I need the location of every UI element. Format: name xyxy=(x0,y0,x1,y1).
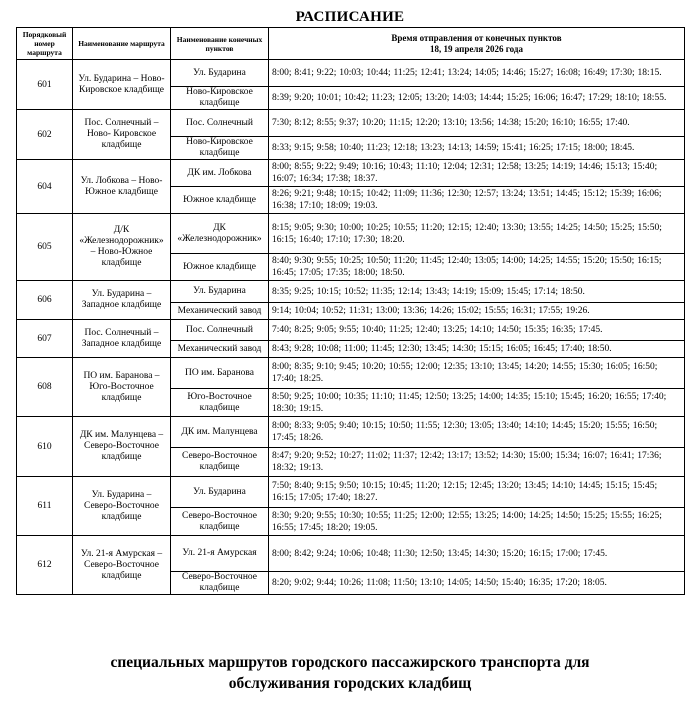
terminal-stop-name: Южное кладбище xyxy=(171,254,269,281)
terminal-stop-name: Ново-Кировское кладбище xyxy=(171,87,269,110)
departure-times: 8:00; 8:35; 9:10; 9:45; 10:20; 10:55; 12:00; 12:35; 13:10; 13:45; 14:20; 14:55; 15:30; 16:05; 16:50; 17:40; 18:25. xyxy=(269,358,685,389)
route-name: Ул. Бударина – Западное кладбище xyxy=(73,281,171,320)
departure-times: 8:20; 9:02; 9:44; 10:26; 11:08; 11:50; 13:10; 14:05; 14:50; 15:40; 16:35; 17:20; 18:05. xyxy=(269,572,685,595)
header-stops: Наименование конечных пунктов xyxy=(171,28,269,60)
departure-times: 9:14; 10:04; 10:52; 11:31; 13:00; 13:36; 14:26; 15:02; 15:55; 16:31; 17:55; 19:26. xyxy=(269,303,685,320)
departure-times: 7:40; 8:25; 9:05; 9:55; 10:40; 11:25; 12:40; 13:25; 14:10; 14:50; 15:35; 16:35; 17:45. xyxy=(269,320,685,341)
footer-line-2: обслуживания городских кладбищ xyxy=(228,675,472,692)
departure-times: 8:15; 9:05; 9:30; 10:00; 10:25; 10:55; 11:20; 12:15; 12:40; 13:30; 13:55; 14:25; 14:50; 15:25; 15:50; 16:15; 16:40; 17:10; 17:30; 18:20. xyxy=(269,214,685,254)
departure-times: 8:50; 9:25; 10:00; 10:35; 11:10; 11:45; 12:50; 13:25; 14:00; 14:35; 15:10; 15:45; 16:20; 16:55; 17:40; 18:30; 19:15. xyxy=(269,389,685,417)
header-row xyxy=(17,28,685,60)
departure-times: 8:35; 9:25; 10:15; 10:52; 11:35; 12:14; 13:43; 14:19; 15:09; 15:45; 17:14; 18:50. xyxy=(269,281,685,303)
schedule-body xyxy=(17,60,685,595)
route-name: Ул. Бударина – Северо-Восточное кладбище xyxy=(73,477,171,536)
departure-times: 7:30; 8:12; 8:55; 9:37; 10:20; 11:15; 12:20; 13:10; 13:56; 14:38; 15:20; 16:10; 16:55; 17:40. xyxy=(269,110,685,137)
table-row xyxy=(17,110,685,137)
table-row xyxy=(17,477,685,508)
table-row xyxy=(17,160,685,187)
departure-times: 8:43; 9:28; 10:08; 11:00; 11:45; 12:30; 13:45; 14:30; 15:15; 16:05; 16:45; 17:40; 18:50. xyxy=(269,341,685,358)
route-number: 601 xyxy=(17,60,73,110)
terminal-stop-name: Механический завод xyxy=(171,341,269,358)
route-number: 610 xyxy=(17,417,73,477)
table-row xyxy=(17,358,685,389)
header-number: Порядковый номер маршрута xyxy=(17,28,73,60)
terminal-stop-name: Ул. Бударина xyxy=(171,60,269,87)
table-row xyxy=(17,536,685,572)
departure-times: 8:39; 9:20; 10:01; 10:42; 11:23; 12:05; 13:20; 14:03; 14:44; 15:25; 16:06; 16:47; 17:29; 18:10; 18:55. xyxy=(269,87,685,110)
terminal-stop-name: Ул. 21-я Амурская xyxy=(171,536,269,572)
route-number: 602 xyxy=(17,110,73,160)
departure-times: 7:50; 8:40; 9:15; 9:50; 10:15; 10:45; 11:20; 12:15; 12:45; 13:20; 13:45; 14:10; 14:45; 15:15; 15:45; 16:15; 17:05; 17:40; 18:27. xyxy=(269,477,685,508)
route-number: 607 xyxy=(17,320,73,358)
terminal-stop-name: Ново-Кировское кладбище xyxy=(171,137,269,160)
header-times xyxy=(269,28,685,60)
header-times-line1: Время отправления от конечных пунктов xyxy=(391,32,562,43)
departure-times: 8:26; 9:21; 9:48; 10:15; 10:42; 11:09; 11:36; 12:30; 12:57; 13:24; 13:51; 14:45; 15:12; 15:39; 16:06; 16:38; 17:10; 18:09; 19:03. xyxy=(269,187,685,214)
footer-line-1: специальных маршрутов городского пассажирского транспорта для xyxy=(110,654,590,671)
terminal-stop-name: Северо-Восточное кладбище xyxy=(171,572,269,595)
table-row xyxy=(17,320,685,341)
route-name: Ул. Лобкова – Ново-Южное кладбище xyxy=(73,160,171,214)
departure-times: 8:40; 9:30; 9:55; 10:25; 10:50; 11:20; 11:45; 12:40; 13:05; 14:00; 14:25; 14:55; 15:20; 15:50; 16:15; 16:45; 17:05; 17:35; 18:00; 18:50. xyxy=(269,254,685,281)
terminal-stop-name: Пос. Солнечный xyxy=(171,110,269,137)
departure-times: 8:00; 8:41; 9:22; 10:03; 10:44; 11:25; 12:41; 13:24; 14:05; 14:46; 15:27; 16:08; 16:49; 17:30; 18:15. xyxy=(269,60,685,87)
terminal-stop-name: Северо-Восточное кладбище xyxy=(171,448,269,477)
route-name: ПО им. Баранова – Юго-Восточное кладбище xyxy=(73,358,171,417)
route-number: 611 xyxy=(17,477,73,536)
terminal-stop-name: Северо-Восточное кладбище xyxy=(171,508,269,536)
schedule-table xyxy=(16,27,685,595)
terminal-stop-name: Юго-Восточное кладбище xyxy=(171,389,269,417)
terminal-stop-name: Южное кладбище xyxy=(171,187,269,214)
terminal-stop-name: Ул. Бударина xyxy=(171,281,269,303)
route-number: 605 xyxy=(17,214,73,281)
table-row xyxy=(17,60,685,87)
terminal-stop-name: Ул. Бударина xyxy=(171,477,269,508)
route-name: Пос. Солнечный – Ново- Кировское кладбище xyxy=(73,110,171,160)
table-row xyxy=(17,281,685,303)
route-name: Ул. 21-я Амурская – Северо-Восточное кладбище xyxy=(73,536,171,595)
departure-times: 8:30; 9:20; 9:55; 10:30; 10:55; 11:25; 12:00; 12:55; 13:25; 14:00; 14:25; 14:50; 15:25; 15:55; 16:25; 16:55; 17:45; 18:20; 19:05. xyxy=(269,508,685,536)
route-number: 606 xyxy=(17,281,73,320)
page-title: РАСПИСАНИЕ xyxy=(295,9,405,25)
departure-times: 8:47; 9:20; 9:52; 10:27; 11:02; 11:37; 12:42; 13:17; 13:52; 14:30; 15:00; 15:34; 16:07; 16:41; 17:36; 18:32; 19:13. xyxy=(269,448,685,477)
terminal-stop-name: ДК им. Малунцева xyxy=(171,417,269,448)
route-name: Д/К «Железнодорожник» – Ново-Южное кладбище xyxy=(73,214,171,281)
page-footer xyxy=(0,652,700,694)
departure-times: 8:33; 9:15; 9:58; 10:40; 11:23; 12:18; 13:23; 14:13; 14:59; 15:41; 16:25; 17:15; 18:00; 18:45. xyxy=(269,137,685,160)
terminal-stop-name: ПО им. Баранова xyxy=(171,358,269,389)
route-number: 604 xyxy=(17,160,73,214)
route-name: ДК им. Малунцева – Северо-Восточное кладбище xyxy=(73,417,171,477)
route-number: 612 xyxy=(17,536,73,595)
route-number: 608 xyxy=(17,358,73,417)
table-row xyxy=(17,417,685,448)
departure-times: 8:00; 8:55; 9:22; 9:49; 10:16; 10:43; 11:10; 12:04; 12:31; 12:58; 13:25; 14:19; 14:46; 15:13; 15:40; 16:07; 16:34; 17:38; 18:37. xyxy=(269,160,685,187)
route-name: Пос. Солнечный – Западное кладбище xyxy=(73,320,171,358)
terminal-stop-name: ДК им. Лобкова xyxy=(171,160,269,187)
table-row xyxy=(17,214,685,254)
departure-times: 8:00; 8:42; 9:24; 10:06; 10:48; 11:30; 12:50; 13:45; 14:30; 15:20; 16:15; 17:00; 17:45. xyxy=(269,536,685,572)
header-times-line2: 18, 19 апреля 2026 года xyxy=(430,43,523,54)
terminal-stop-name: Механический завод xyxy=(171,303,269,320)
terminal-stop-name: Пос. Солнечный xyxy=(171,320,269,341)
departure-times: 8:00; 8:33; 9:05; 9:40; 10:15; 10:50; 11:55; 12:30; 13:05; 13:40; 14:10; 14:45; 15:20; 15:55; 16:50; 17:45; 18:26. xyxy=(269,417,685,448)
header-route: Наименование маршрута xyxy=(73,28,171,60)
terminal-stop-name: ДК «Железнодорожник» xyxy=(171,214,269,254)
route-name: Ул. Бударина – Ново-Кировское кладбище xyxy=(73,60,171,110)
